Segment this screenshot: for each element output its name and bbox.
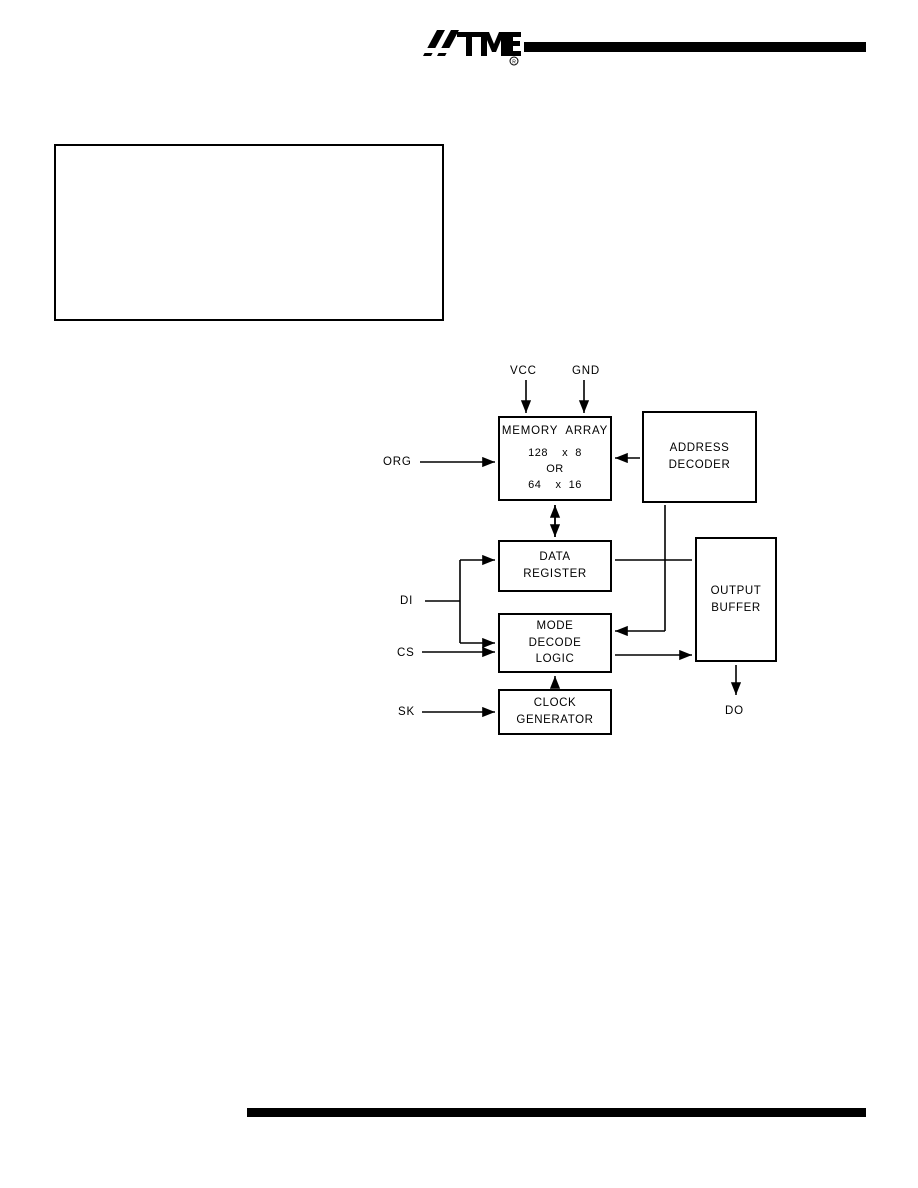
pin-label-org: ORG bbox=[383, 456, 412, 468]
memory-array-title: MEMORY ARRAY bbox=[501, 425, 609, 438]
output-buffer-line-2: BUFFER bbox=[711, 601, 761, 614]
pin-label-vcc: VCC bbox=[510, 365, 537, 377]
block-mode-decode-logic bbox=[498, 613, 612, 673]
block-diagram bbox=[370, 355, 800, 745]
atmel-logo bbox=[421, 26, 521, 68]
header-rule bbox=[524, 42, 866, 52]
memory-array-row-2: OR bbox=[546, 462, 564, 475]
mode-decode-line-3: LOGIC bbox=[535, 653, 575, 666]
data-register-line-1: DATA bbox=[539, 551, 571, 564]
mode-decode-line-1: MODE bbox=[536, 619, 574, 632]
svg-text:R: R bbox=[512, 59, 516, 66]
pin-label-cs: CS bbox=[397, 647, 415, 659]
pin-label-do: DO bbox=[725, 705, 744, 717]
clock-generator-line-1: CLOCK bbox=[533, 697, 577, 710]
block-address-decoder bbox=[642, 411, 757, 503]
pin-label-sk: SK bbox=[398, 706, 415, 718]
block-data-register bbox=[498, 540, 612, 592]
address-decoder-line-2: DECODER bbox=[668, 459, 731, 471]
address-decoder-line-1: ADDRESS bbox=[669, 442, 730, 455]
pin-label-di: DI bbox=[400, 595, 414, 607]
block-memory-array bbox=[498, 416, 612, 501]
footer-rule bbox=[247, 1108, 866, 1117]
memory-array-row-3: 64 x 16 bbox=[528, 478, 582, 491]
block-output-buffer bbox=[695, 537, 777, 662]
data-register-line-2: REGISTER bbox=[523, 568, 587, 580]
clock-generator-line-2: GENERATOR bbox=[516, 714, 594, 726]
output-buffer-line-1: OUTPUT bbox=[710, 584, 762, 597]
pin-label-gnd: GND bbox=[572, 365, 600, 377]
block-clock-generator bbox=[498, 689, 612, 735]
memory-array-row-1: 128 x 8 bbox=[528, 446, 582, 459]
feature-box bbox=[54, 144, 444, 321]
mode-decode-line-2: DECODE bbox=[528, 636, 582, 649]
